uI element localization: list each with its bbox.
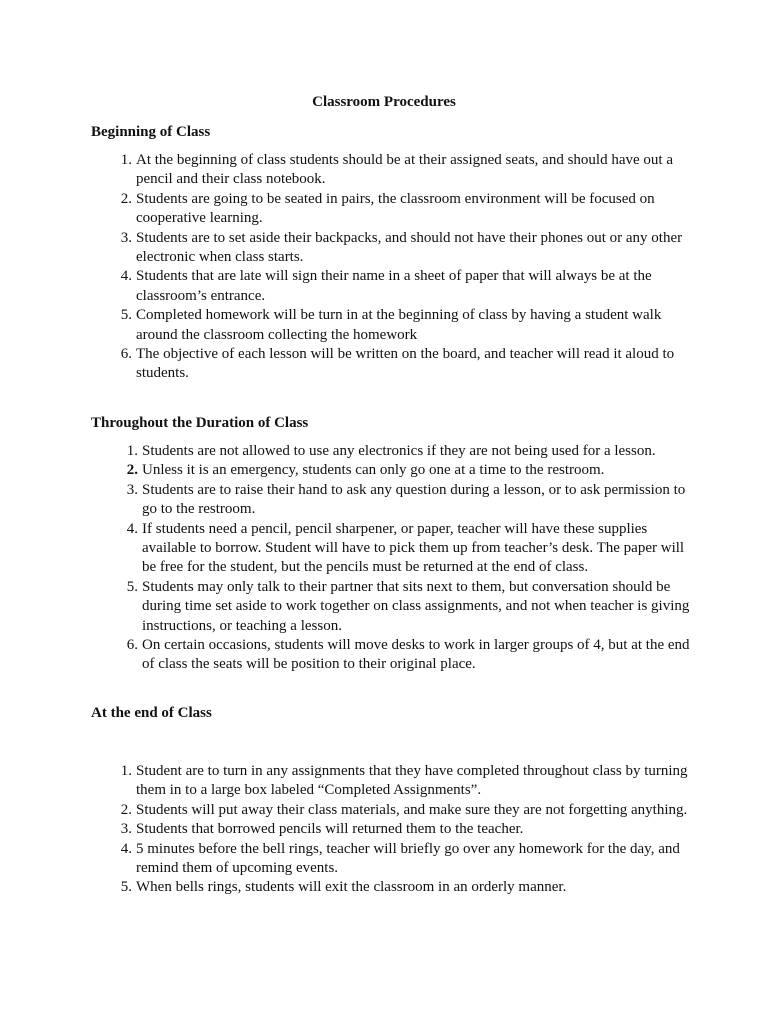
list-item bbox=[120, 267, 696, 306]
list-number: 3. bbox=[126, 481, 138, 498]
list-item-text: The objective of each lesson will be written on the board, and teacher will read it aloud to students. bbox=[136, 346, 675, 382]
list-item bbox=[126, 442, 697, 461]
procedure-list-beginning bbox=[120, 151, 696, 384]
list-item-text: Students may only talk to their partner that sits next to them, but conversation should be during time set aside to work together on class assignments, and not when teacher is giving instructions, or teaching a lesson. bbox=[142, 578, 690, 634]
list-number: 4. bbox=[120, 268, 132, 285]
list-number: 5. bbox=[120, 879, 132, 896]
section-heading-beginning: Beginning of Class bbox=[91, 124, 211, 140]
list-item bbox=[120, 840, 696, 879]
list-number: 2. bbox=[120, 801, 132, 818]
list-item-text: When bells rings, students will exit the classroom in an orderly manner. bbox=[136, 879, 567, 896]
list-item bbox=[120, 229, 696, 268]
list-number: 4. bbox=[126, 520, 138, 537]
list-item bbox=[120, 151, 696, 190]
list-item bbox=[120, 762, 696, 801]
list-number: 3. bbox=[120, 821, 132, 838]
list-item bbox=[126, 578, 697, 636]
list-number: 5. bbox=[126, 578, 138, 595]
list-item bbox=[120, 820, 696, 839]
list-number: 4. bbox=[120, 840, 132, 857]
list-item-text: Completed homework will be turn in at the beginning of class by having a student walk around the classroom collecting the homework bbox=[136, 307, 662, 343]
list-item bbox=[120, 345, 696, 384]
list-item-text: Students that borrowed pencils will returned them to the teacher. bbox=[136, 821, 524, 838]
list-item-text: If students need a pencil, pencil sharpener, or paper, teacher will have these supplies available to borrow. Student will have to pick them up from teacher’s desk. The paper will be free for the student, but the pencils must be returned at the end of class. bbox=[142, 520, 685, 576]
list-item-text: 5 minutes before the bell rings, teacher will briefly go over any homework for the day, and remind them of upcoming events. bbox=[136, 840, 680, 877]
document-title: Classroom Procedures bbox=[312, 94, 456, 110]
section-heading-duration: Throughout the Duration of Class bbox=[91, 415, 309, 431]
list-item-text: At the beginning of class students should be at their assigned seats, and should have out a pencil and their class notebook. bbox=[136, 152, 673, 188]
list-item-text: Students are to set aside their backpacks, and should not have their phones out or any other electronic when class starts. bbox=[136, 229, 683, 266]
list-item bbox=[120, 878, 696, 897]
section-heading-end: At the end of Class bbox=[91, 705, 212, 721]
list-item bbox=[126, 481, 697, 520]
list-item bbox=[126, 461, 697, 480]
list-item bbox=[120, 190, 696, 229]
list-item-text: On certain occasions, students will move desks to work in larger groups of 4, but at the end of class the seats will be position to their original place. bbox=[142, 637, 690, 673]
list-number: 1. bbox=[126, 443, 138, 459]
list-number: 1. bbox=[120, 763, 132, 779]
list-item-text: Unless it is an emergency, students can only go one at a time to the restroom. bbox=[142, 462, 605, 479]
list-item bbox=[126, 636, 697, 675]
list-number: 3. bbox=[120, 229, 132, 246]
list-number: 5. bbox=[120, 307, 132, 324]
list-item-text: Students are not allowed to use any electronics if they are not being used for a lesson. bbox=[142, 443, 656, 459]
list-item-text: Students are going to be seated in pairs, the classroom environment will be focused on cooperative learning. bbox=[136, 190, 655, 227]
list-item-text: Students will put away their class materials, and make sure they are not forgetting anything. bbox=[136, 801, 688, 818]
list-item bbox=[120, 801, 696, 820]
procedure-list-end bbox=[120, 762, 696, 898]
list-item-text: Student are to turn in any assignments that they have completed throughout class by turning them in to a large box labeled “Completed Assignments”. bbox=[136, 763, 688, 799]
list-item bbox=[126, 520, 697, 578]
procedure-list-duration bbox=[126, 442, 697, 675]
list-number: 2. bbox=[126, 462, 138, 479]
list-number: 6. bbox=[120, 346, 132, 363]
list-item bbox=[120, 306, 696, 345]
list-number: 1. bbox=[120, 152, 132, 168]
list-item-text: Students are to raise their hand to ask any question during a lesson, or to ask permission to go to the restroom. bbox=[142, 481, 686, 518]
list-number: 2. bbox=[120, 190, 132, 207]
list-item-text: Students that are late will sign their name in a sheet of paper that will always be at the classroom’s entrance. bbox=[136, 268, 652, 304]
list-number: 6. bbox=[126, 637, 138, 654]
